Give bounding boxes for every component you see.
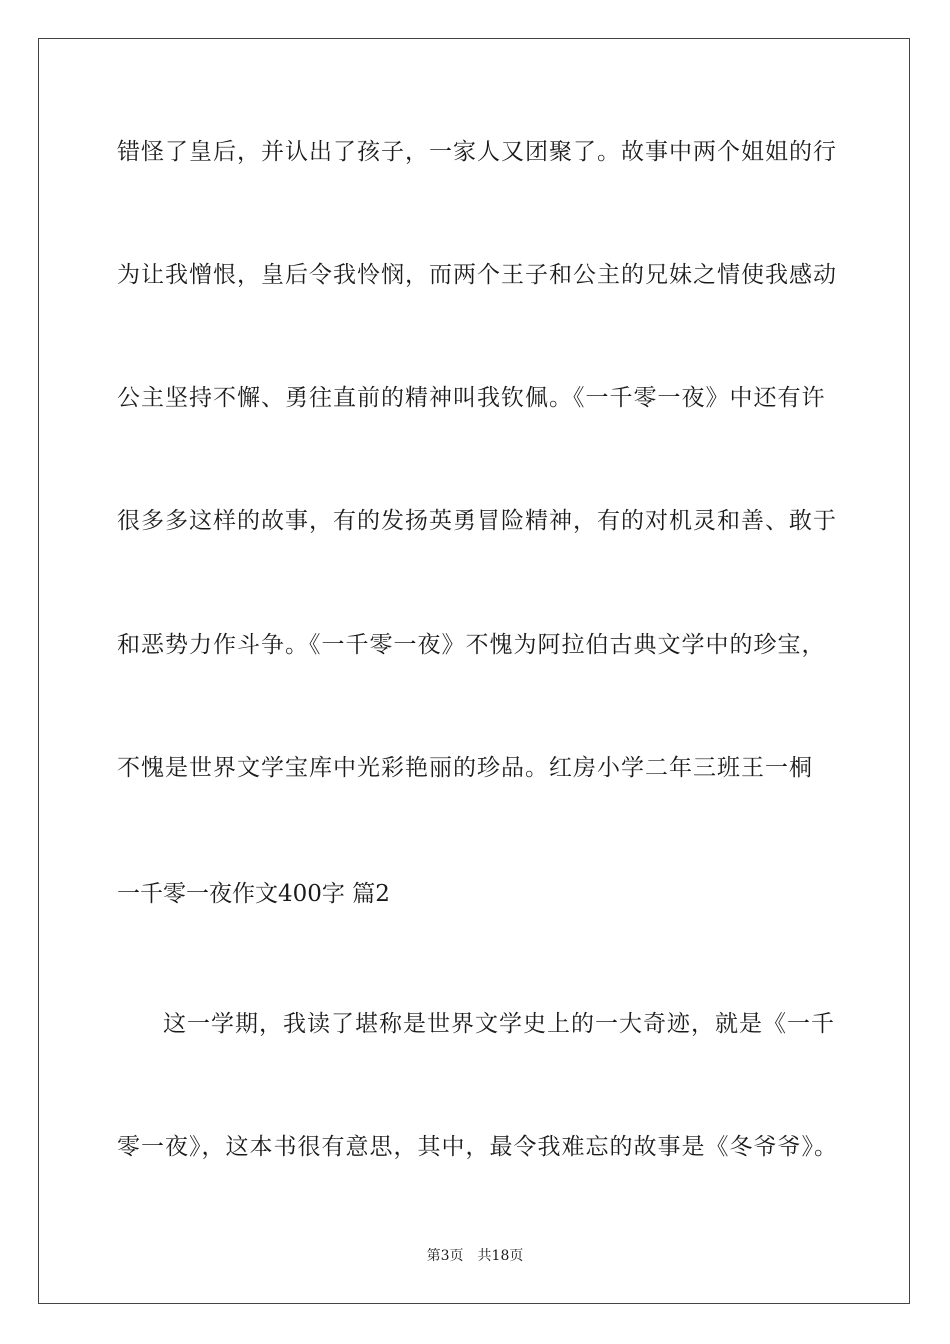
paragraph-line-1: 这一学期，我读了堪称是世界文学史上的一大奇迹，就是《一千 <box>163 1011 835 1037</box>
text-line-4: 很多多这样的故事，有的发扬英勇冒险精神，有的对机灵和善、敢于 <box>117 508 837 534</box>
text-line-1: 错怪了皇后，并认出了孩子，一家人又团聚了。故事中两个姐姐的行 <box>117 139 837 165</box>
text-line-2: 为让我憎恨，皇后令我怜悯，而两个王子和公主的兄妹之情使我感动 <box>117 262 837 288</box>
paragraph-line-2: 零一夜》，这本书很有意思，其中，最令我难忘的故事是《冬爷爷》。 <box>117 1134 838 1160</box>
text-line-5: 和恶势力作斗争。《一千零一夜》不愧为阿拉伯古典文学中的珍宝， <box>117 632 826 658</box>
text-line-6: 不愧是世界文学宝库中光彩艳丽的珍品。红房小学二年三班王一桐 <box>117 755 813 781</box>
section-heading: 一千零一夜作文400字 篇2 <box>117 881 390 907</box>
text-line-3: 公主坚持不懈、勇往直前的精神叫我钦佩。《一千零一夜》中还有许 <box>117 385 826 411</box>
page-number-footer: 第3页 共18页 <box>426 1248 524 1264</box>
page-border <box>38 38 910 1304</box>
